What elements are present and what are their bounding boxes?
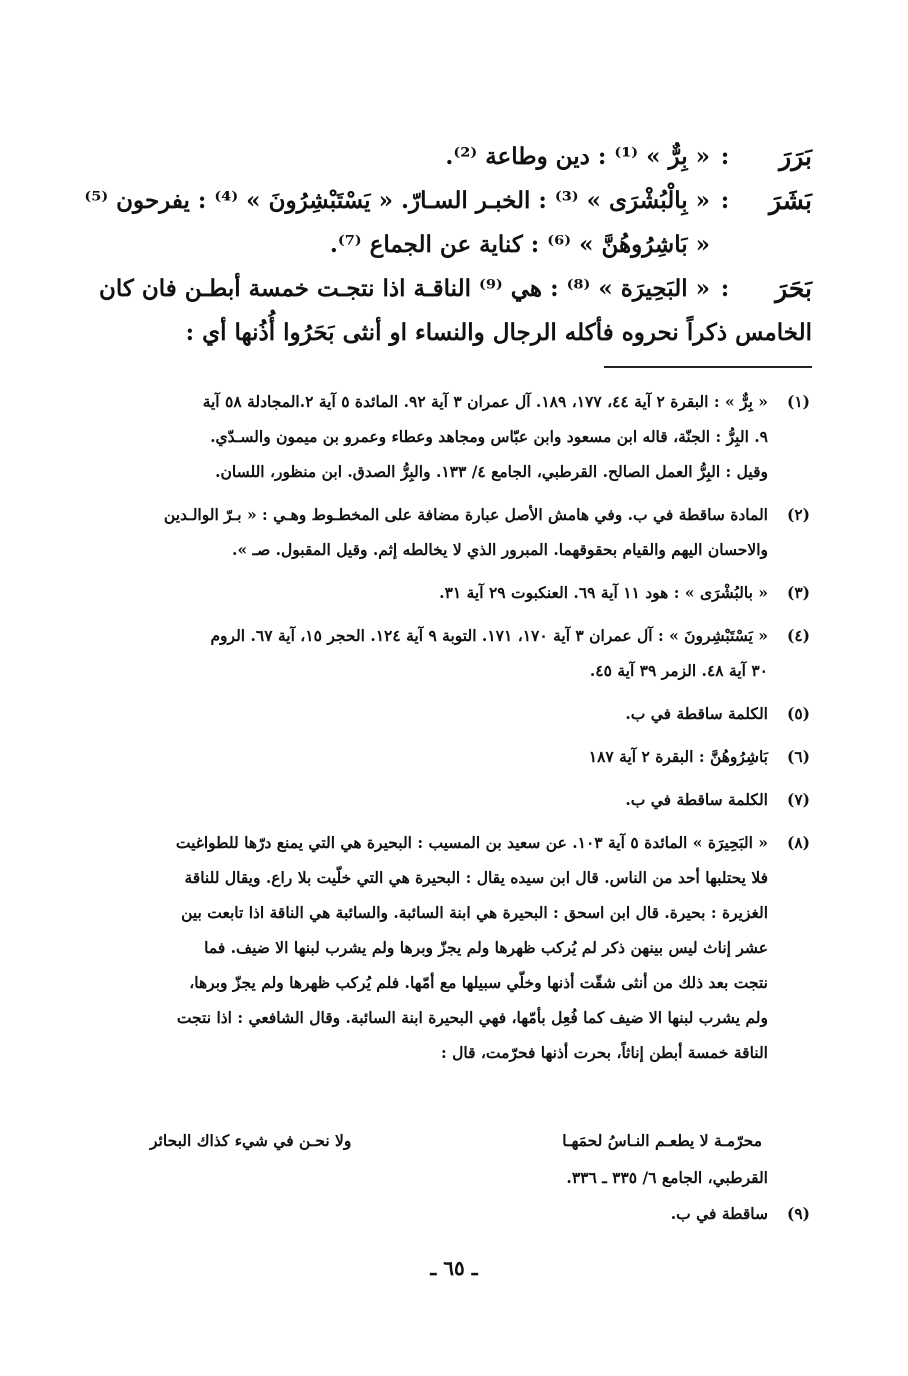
footnote-line: ولم يشرب لبنها الا ضيف كما فُعِل بأمّها، فهي البحيرة ابنة السائبة. وقال الشافعي : اذا نتجت [176, 1008, 768, 1027]
entry-definition [98, 267, 812, 355]
entry-line: الخامس ذكراً نحروه فأكله الرجال والنساء او أنثى بَحَرُوا أُذُنها أي : [185, 319, 812, 346]
verse-first-hemistich: محرّمـة لا يطعـم النـاسُ لحمَهـا [562, 1131, 762, 1150]
entry-line: « بِرٌّ » ⁽¹⁾ : دين وطاعة ⁽²⁾. [445, 143, 710, 170]
entry-line: « البَحِيرَة » ⁽⁸⁾ : هي ⁽⁹⁾ الناقـة اذا نتجـت خمسة أبطـن فان كان [98, 275, 710, 302]
footnote-line: الناقة خمسة أبطن إناثاً، بحرت أذنها فحرّمت، قال : [441, 1043, 768, 1062]
footnote-body [135, 384, 768, 489]
footnote-9 [135, 1196, 810, 1232]
footnote-line: وقيل : البِرُّ العمل الصالح. القرطبي، الجامع ٤/ ١٣٣. والبِرُّ الصدق. ابن منظور، اللسان. [215, 462, 768, 481]
footnote-number: (٥) [786, 704, 810, 723]
entry-definition [84, 179, 710, 267]
verse-source-row [135, 1160, 810, 1196]
footnotes [135, 384, 810, 1078]
footnote-line: « بالبُشْرَى » : هود ١١ آية ٦٩. العنكبوت ٢٩ آية ٣١. [439, 583, 768, 602]
footnote-number: (٦) [786, 747, 810, 766]
poetry-verse [150, 1124, 762, 1158]
entry-barara [120, 135, 812, 179]
footnote-line: « البَحِيرَة » المائدة ٥ آية ١٠٣. عن سعيد بن المسيب : البحيرة هي التي يمنع درّها للطواغيت [175, 833, 768, 852]
main-entries [84, 135, 812, 355]
footnote-line: نتجت بعد ذلك من أنثى شقّت أذنها وخلّي سبيلها مع أمّها. فلم يُركب ظهرها ولم يجزّ وبرها، [189, 973, 768, 992]
footnote-body [135, 782, 768, 817]
entry-colon: : [720, 143, 730, 170]
footnote-body [135, 618, 768, 688]
entry-bahara [98, 267, 812, 355]
verse-second-hemistich: ولا نحـن في شيء كذاك البحائر [150, 1131, 352, 1150]
footnote-line: الكلمة ساقطة في ب. [625, 790, 768, 809]
entry-root: بَحَرَ [775, 274, 812, 303]
footnote-2 [135, 497, 810, 567]
verse-source: القرطبي، الجامع ٦/ ٣٣٥ ـ ٣٣٦. [566, 1168, 768, 1187]
footnote-line: « يَسْتَبْشِرونَ » : آل عمران ٣ آية ١٧٠، ١٧١. التوبة ٩ آية ١٢٤. الحجر ١٥، آية ٦٧. الروم [210, 626, 768, 645]
footnote-line: ٣٠ آية ٤٨. الزمر ٣٩ آية ٤٥. [589, 661, 768, 680]
footnote-line: والاحسان اليهم والقيام بحقوقهما. المبرور الذي لا يخالطه إثم. وقيل المقبول. صـ ». [232, 540, 768, 559]
entry-bashara [84, 179, 812, 267]
footnote-line: الكلمة ساقطة في ب. [625, 704, 768, 723]
footnote-number: (٣) [786, 583, 810, 602]
footnote-number: (٩) [786, 1204, 810, 1223]
footnote-body [135, 575, 768, 610]
footnote-body [135, 696, 768, 731]
footnote-body [135, 739, 768, 774]
footnote-number: (٧) [786, 790, 810, 809]
page-number: ـ ٦٥ ـ [430, 1256, 478, 1280]
footnote-body: ساقطة في ب. [670, 1204, 768, 1223]
footnote-number: (١) [786, 392, 810, 411]
entry-colon: : [720, 275, 730, 302]
footnote-line: المادة ساقطة في ب. وفي هامش الأصل عبارة مضافة على المخطـوط وهـي : « بـرّ الوالـدين [163, 505, 768, 524]
footnote-5 [135, 696, 810, 731]
footnote-divider [604, 366, 812, 368]
footnote-line: فلا يحتلبها أحد من الناس. قال ابن سيده يقال : البحيرة هي التي خلّيت بلا راع. ويقال للناقة [184, 868, 768, 887]
footnote-line: « بِرٌّ » : البقرة ٢ آية ٤٤، ١٧٧، ١٨٩. آل عمران ٣ آية ٩٢. المائدة ٥ آية ٢.المجادلة ٥٨ آية [202, 392, 768, 411]
entry-definition [120, 135, 710, 179]
footnote-body [135, 825, 768, 1070]
footnote-4 [135, 618, 810, 688]
footnote-body [135, 497, 768, 567]
footnote-number: (٨) [786, 833, 810, 852]
footnote-number: (٢) [786, 505, 810, 524]
entry-root: بَشَرَ [768, 186, 812, 215]
entry-colon: : [720, 187, 730, 214]
footnote-6 [135, 739, 810, 774]
footnote-line: عشر إناث ليس بينهن ذكر لم يُركب ظهرها ولم يجزّ وبرها ولم يشرب لبنها الا ضيف. فما [204, 938, 768, 957]
footnote-3 [135, 575, 810, 610]
footnote-line: بَاشِرُوهُنَّ : البقرة ٢ آية ١٨٧ [588, 747, 768, 766]
entry-line: « بَاشِرُوهُنَّ » ⁽⁶⁾ : كناية عن الجماع ⁽⁷⁾. [329, 231, 710, 258]
footnote-tail [135, 1160, 810, 1232]
entry-root: بَرَرَ [779, 142, 812, 171]
footnote-1 [135, 384, 810, 489]
footnote-7 [135, 782, 810, 817]
footnote-8 [135, 825, 810, 1070]
footnote-line: الغزيرة : بحيرة. قال ابن اسحق : البحيرة هي ابنة السائبة. والسائبة هي الناقة اذا تابعت بين [181, 903, 768, 922]
entry-line: « بِالْبُشْرَى » ⁽³⁾ : الخبـر السـارّ. « يَسْتَبْشِرُونَ » ⁽⁴⁾ : يفرحون ⁽⁵⁾ [84, 187, 710, 214]
footnote-line: ٩. البِرُّ : الجنّة، قاله ابن مسعود وابن عبّاس ومجاهد وعطاء وعمرو بن ميمون والسـدّي. [210, 427, 768, 446]
footnote-number: (٤) [786, 626, 810, 645]
